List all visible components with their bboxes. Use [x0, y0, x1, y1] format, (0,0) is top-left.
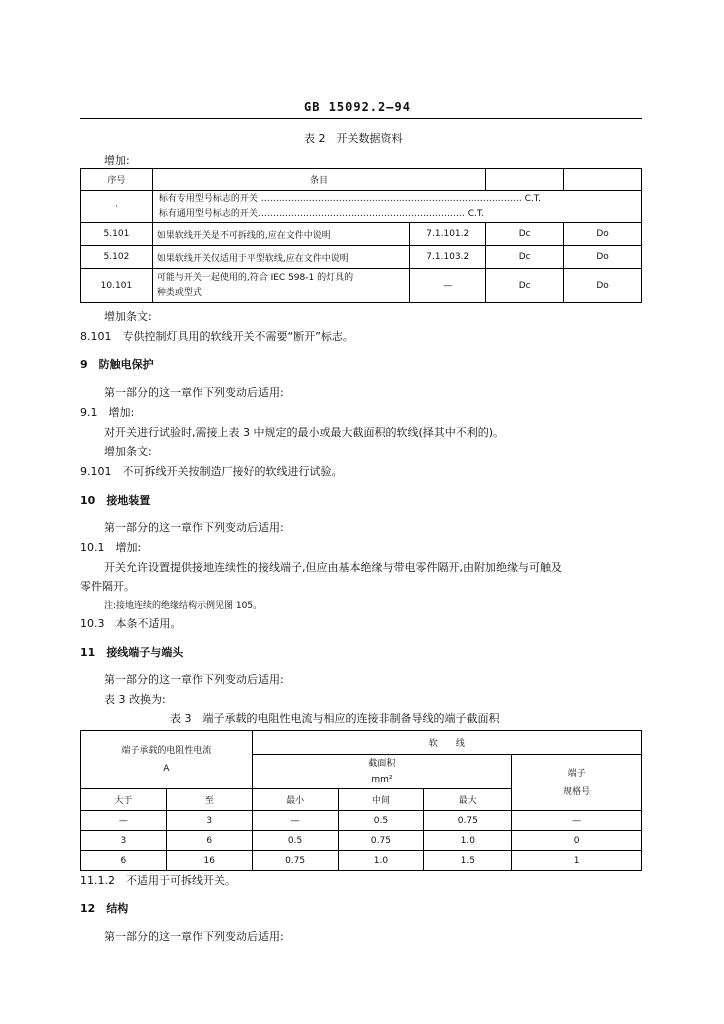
table-row — [81, 269, 642, 303]
clause-10-note: 注:接地连续的绝缘结构示例见图 105。 — [104, 601, 263, 611]
cell-c2: Do — [564, 246, 642, 269]
cell-clause: 7.1.101.2 — [410, 223, 486, 246]
clause-8-101: 8.101 专供控制灯具用的软线开关不需要“断开”标志。 — [80, 330, 354, 343]
clause-10-1-body-line1: 开关允许设置提供接地连续性的接线端子,但应由基本绝缘与带电零件隔开,由附加绝缘与可触及 — [104, 561, 562, 574]
section-title: 防触电保护 — [98, 358, 154, 371]
col-header-mid: 中间 — [338, 789, 424, 811]
section-title: 结构 — [106, 902, 129, 915]
add-clause-label-2: 增加条文: — [104, 445, 152, 458]
cell-clause: — — [410, 269, 486, 303]
col-header-terminal-size — [512, 755, 642, 811]
cell: 6 — [166, 831, 252, 851]
cell: 1.0 — [424, 831, 512, 851]
cell: 6 — [81, 851, 167, 871]
section-number: 11 — [80, 646, 96, 659]
cell-c2: Do — [564, 223, 642, 246]
table-2-caption: 表 2 开关数据资料 — [304, 132, 403, 145]
col-header-over: 大于 — [81, 789, 167, 811]
terminal-size-label-a: 端子 — [567, 768, 586, 779]
cell: — — [512, 811, 642, 831]
section-12-intro: 第一部分的这一章作下列变动后适用: — [104, 930, 284, 943]
cell-c2: Do — [564, 269, 642, 303]
table-3-replacement-label: 表 3 改换为: — [104, 693, 166, 706]
clause-9-101: 9.101 不可拆线开关按制造厂接好的软线进行试验。 — [80, 465, 343, 478]
cell-c1: Dc — [486, 269, 564, 303]
clause-9-1-body: 对开关进行试验时,需接上表 3 中规定的最小或最大截面积的软线(择其中不利的)。 — [104, 426, 505, 439]
table-row — [81, 223, 642, 246]
section-11-intro: 第一部分的这一章作下列变动后适用: — [104, 673, 284, 686]
clause-10-1-body-line2: 零件隔开。 — [80, 580, 135, 593]
table-row — [81, 246, 642, 269]
table-2-add-label: 增加: — [104, 154, 130, 167]
section-12-heading — [80, 900, 128, 916]
table-row — [81, 831, 642, 851]
header-rule — [80, 118, 642, 119]
section-number: 9 — [80, 358, 88, 371]
current-unit: A — [163, 763, 170, 774]
section-10-heading — [80, 492, 150, 508]
section-title: 接线端子与端头 — [106, 646, 184, 659]
clause-9-1: 9.1 增加: — [80, 406, 135, 419]
table-row — [81, 811, 642, 831]
cell-seq: · — [81, 191, 153, 223]
col-header-current — [81, 731, 253, 789]
table-3-caption: 表 3 端子承载的电阻性电流与相应的连接非制备导线的端子截面积 — [170, 712, 500, 725]
cell: 1.5 — [424, 851, 512, 871]
cell: 16 — [166, 851, 252, 871]
cell: 0.75 — [424, 811, 512, 831]
table-row — [81, 851, 642, 871]
section-9-intro: 第一部分的这一章作下列变动后适用: — [104, 386, 284, 399]
cell: 3 — [166, 811, 252, 831]
current-label: 端子承载的电阻性电流 — [121, 745, 212, 756]
cell-clause: 7.1.103.2 — [410, 246, 486, 269]
cell-item: 标有专用型号标志的开关 …………………………………………………………………………… C.T. 标有通用型号标志的开关…………………………………………………………… C.T. — [152, 191, 641, 223]
col-header-min: 最小 — [252, 789, 338, 811]
area-unit: mm² — [371, 774, 393, 785]
cell-item: 如果软线开关是不可拆线的,应在文件中说明 — [152, 223, 409, 246]
terminal-size-label-b: 规格号 — [563, 786, 591, 797]
cell: 0 — [512, 831, 642, 851]
section-9-heading — [80, 356, 154, 372]
area-label: 截面积 — [368, 758, 396, 769]
col-header-cord: 软 线 — [252, 731, 641, 755]
table-row — [81, 191, 642, 223]
cell: 0.75 — [338, 831, 424, 851]
col-header-item: 条目 — [152, 169, 485, 191]
terminal-size-table — [80, 730, 642, 871]
section-title: 接地装置 — [106, 494, 151, 507]
cell-c1: Dc — [486, 246, 564, 269]
col-header-max: 最大 — [424, 789, 512, 811]
cell-c1: Dc — [486, 223, 564, 246]
clause-10-3: 10.3 本条不适用。 — [80, 617, 182, 630]
cell: — — [81, 811, 167, 831]
cell: 1 — [512, 851, 642, 871]
section-11-heading — [80, 644, 183, 660]
cell-seq: 5.102 — [81, 246, 153, 269]
clause-11-1-2: 11.1.2 不适用于可拆线开关。 — [80, 874, 236, 887]
table-row — [81, 169, 642, 191]
switch-data-table — [80, 168, 642, 303]
cell-item: 可能与开关一起使用的,符合 IEC 598-1 的灯具的 种类或型式 — [152, 269, 409, 303]
cell: 0.5 — [338, 811, 424, 831]
col-header-seq: 序号 — [81, 169, 153, 191]
clause-10-1: 10.1 增加: — [80, 541, 142, 554]
cell-seq: 5.101 — [81, 223, 153, 246]
section-number: 12 — [80, 902, 96, 915]
cell-item: 如果软线开关仅适用于平型软线,应在文件中说明 — [152, 246, 409, 269]
cell: 1.0 — [338, 851, 424, 871]
add-clause-label-1: 增加条文: — [104, 310, 152, 323]
cell: — — [252, 811, 338, 831]
standard-number-header: GB 15092.2—94 — [304, 100, 411, 114]
table-row — [81, 731, 642, 755]
cell: 0.75 — [252, 851, 338, 871]
section-number: 10 — [80, 494, 96, 507]
col-header-area — [252, 755, 512, 789]
cell-seq: 10.101 — [81, 269, 153, 303]
cell: 3 — [81, 831, 167, 851]
section-10-intro: 第一部分的这一章作下列变动后适用: — [104, 521, 284, 534]
cell: 0.5 — [252, 831, 338, 851]
col-header-upto: 至 — [166, 789, 252, 811]
